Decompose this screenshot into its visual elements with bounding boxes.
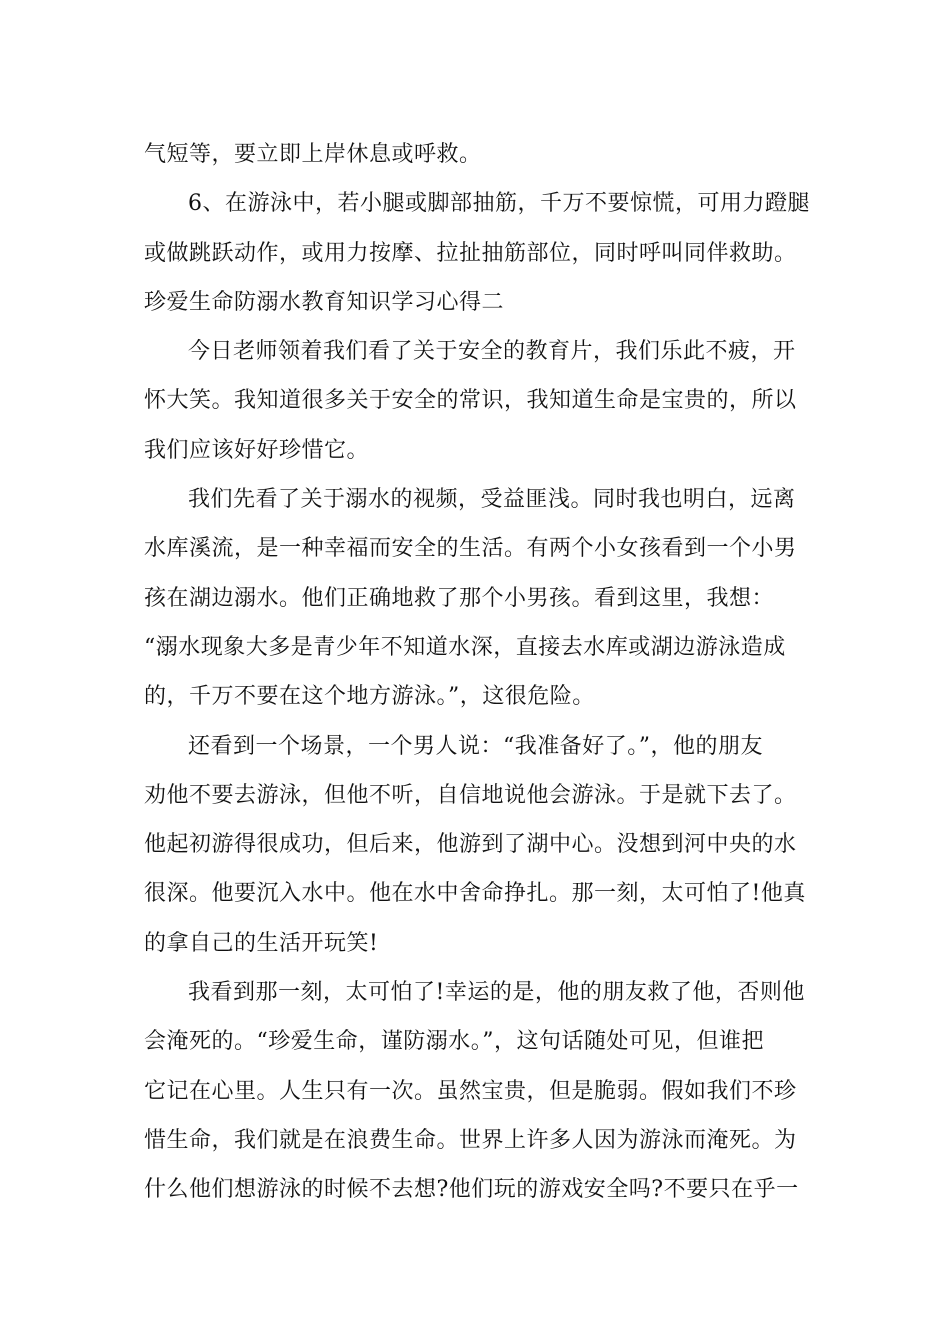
text-line: 惜生命，我们就是在浪费生命。世界上许多人因为游泳而淹死。为: [144, 1127, 797, 1153]
text-line: 会淹死的。“珍爱生命，谨防溺水。”，这句话随处可见，但谁把: [144, 1029, 764, 1055]
text-line: 我们应该好好珍惜它。: [144, 437, 370, 463]
text-line: 6、在游泳中，若小腿或脚部抽筋，千万不要惊慌，可用力蹬腿: [188, 191, 810, 217]
text-line: 今日老师领着我们看了关于安全的教育片，我们乐此不疲，开: [188, 339, 796, 365]
text-line: 他起初游得很成功，但后来，他游到了湖中心。没想到河中央的水: [144, 832, 797, 858]
text-line: 的拿自己的生活开玩笑!: [144, 930, 379, 956]
text-line: 或做跳跃动作，或用力按摩、拉扯抽筋部位，同时呼叫同伴救助。: [144, 240, 797, 266]
text-line: 怀大笑。我知道很多关于安全的常识，我知道生命是宝贵的，所以: [144, 388, 797, 414]
text-line: 孩在湖边溺水。他们正确地救了那个小男孩。看到这里，我想：: [144, 585, 775, 611]
text-line: 水库溪流，是一种幸福而安全的生活。有两个小女孩看到一个小男: [144, 536, 797, 562]
text-line: 的，千万不要在这个地方游泳。”，这很危险。: [144, 684, 595, 710]
text-line: 我看到那一刻，太可怕了!幸运的是，他的朋友救了他，否则他: [188, 980, 805, 1006]
document-body: [144, 130, 814, 1215]
text-line: 劝他不要去游泳，但他不听，自信地说他会游泳。于是就下去了。: [144, 782, 797, 808]
text-line: “溺水现象大多是青少年不知道水深，直接去水库或湖边游泳造成: [144, 634, 786, 660]
text-line: 气短等，要立即上岸休息或呼救。: [144, 142, 482, 167]
text-line: 很深。他要沉入水中。他在水中舍命挣扎。那一刻，太可怕了!他真: [144, 881, 806, 907]
text-line: 我们先看了关于溺水的视频，受益匪浅。同时我也明白，远离: [188, 487, 796, 513]
section-heading: 珍爱生命防溺水教育知识学习心得二: [144, 289, 505, 315]
text-line: 它记在心里。人生只有一次。虽然宝贵，但是脆弱。假如我们不珍: [144, 1078, 797, 1104]
text-line: 还看到一个场景，一个男人说：“我准备好了。”，他的朋友: [188, 733, 763, 759]
text-line: 什么他们想游泳的时候不去想?他们玩的游戏安全吗?不要只在乎一: [144, 1177, 799, 1203]
